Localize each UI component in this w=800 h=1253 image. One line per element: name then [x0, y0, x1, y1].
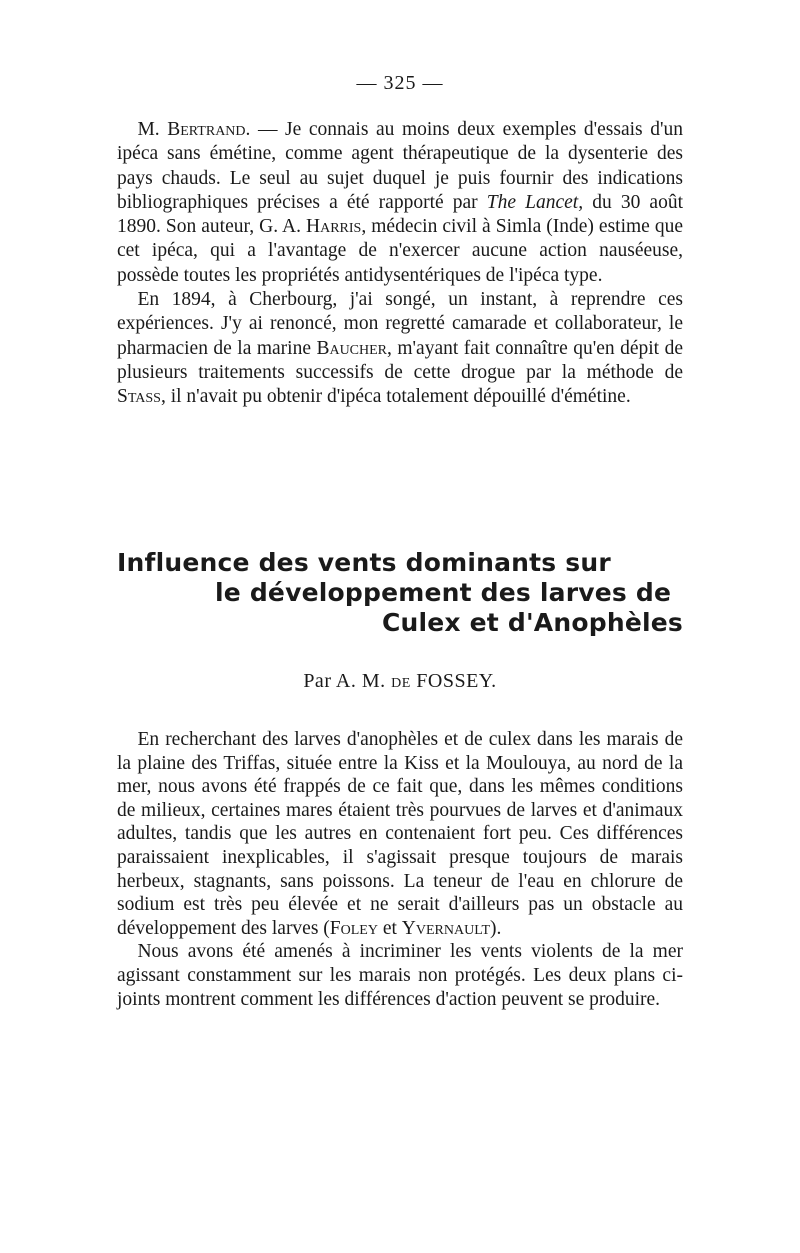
- byline-name: FOSSEY.: [410, 670, 497, 692]
- byline-particle: de: [391, 670, 411, 692]
- paragraph-text: du 30 août 1890. Son auteur, G. A.: [117, 191, 683, 238]
- pharmacist-name: Baucher: [316, 337, 388, 359]
- paragraph-text: — Je connais au moins deux exemples d'essais d'un ipéca sans émétine, comme agent thérapeutique de la dysenterie des pays chauds. Le seul au sujet duquel je puis fournir des indications bibliographiques précises a été rapporté par: [117, 119, 683, 213]
- method-name: Stass: [117, 386, 161, 408]
- title-line-1: Influence des vents dominants sur: [117, 548, 611, 577]
- article-paragraph-1: [117, 728, 683, 940]
- discussion-paragraph-2: [117, 288, 683, 409]
- paragraph-text: et: [377, 917, 402, 939]
- article-title: [117, 548, 683, 638]
- journal-title: The Lancet,: [486, 191, 584, 213]
- discussion-paragraph-1: [117, 118, 683, 288]
- paragraph-text: , médecin civil à Simla (Inde) estime que cet ipéca, qui a l'avantage de n'exercer aucune action nauséeuse, possède toutes les propriétés antidysentériques de l'ipéca type.: [117, 216, 684, 286]
- discussion-section: [117, 118, 683, 410]
- article-body: [117, 728, 683, 1011]
- byline: [0, 670, 800, 693]
- paragraph-text: , m'ayant fait connaître qu'en dépit de plusieurs traitements successifs de cette drogue par la méthode de: [117, 337, 683, 383]
- author-name: Harris: [306, 216, 362, 238]
- paragraph-text: ).: [490, 917, 502, 939]
- reference-author-2: Yvernault: [401, 917, 491, 939]
- title-line-2: le développement des larves de: [215, 578, 672, 607]
- paragraph-text: , il n'avait pu obtenir d'ipéca totalement dépouillé d'émétine.: [160, 386, 631, 408]
- paragraph-text: En 1894, à Cherbourg, j'ai songé, un instant, à reprendre ces expériences. J'y ai renoncé, mon regretté camarade et collaborateur, le pharmacien de la marine: [117, 289, 683, 359]
- speaker-name: M. Bertrand.: [137, 119, 251, 140]
- reference-author-1: Foley: [329, 917, 378, 939]
- page-number: — 325 —: [356, 72, 444, 94]
- title-line-3: Culex et d'Anophèles: [381, 608, 683, 637]
- paragraph-text: En recherchant des larves d'anophèles et de culex dans les marais de la plaine des Triffas, située entre la Kiss et la Moulouya, au nord de la mer, nous avons été frappés de ce fait que, dans les mêmes conditions de milieux, certaines mares étaient très pourvues de larves et d'animaux adultes, tandis que les autres en contenaient fort peu. Ces différences paraissaient inexplicables, il s'agissait presque toujours de marais herbeux, stagnants, sans poissons. La teneur de l'eau en chlorure de sodium est très peu élevée et ne serait d'ailleurs pas un obstacle au développement des larves (: [117, 729, 683, 939]
- article-paragraph-2: Nous avons été amenés à incriminer les vents violents de la mer agissant constamment sur les marais non protégés. Les deux plans ci-joints montrent comment les différences d'action peuvent se produire.: [117, 941, 683, 1010]
- byline-prefix: Par A. M.: [303, 670, 392, 692]
